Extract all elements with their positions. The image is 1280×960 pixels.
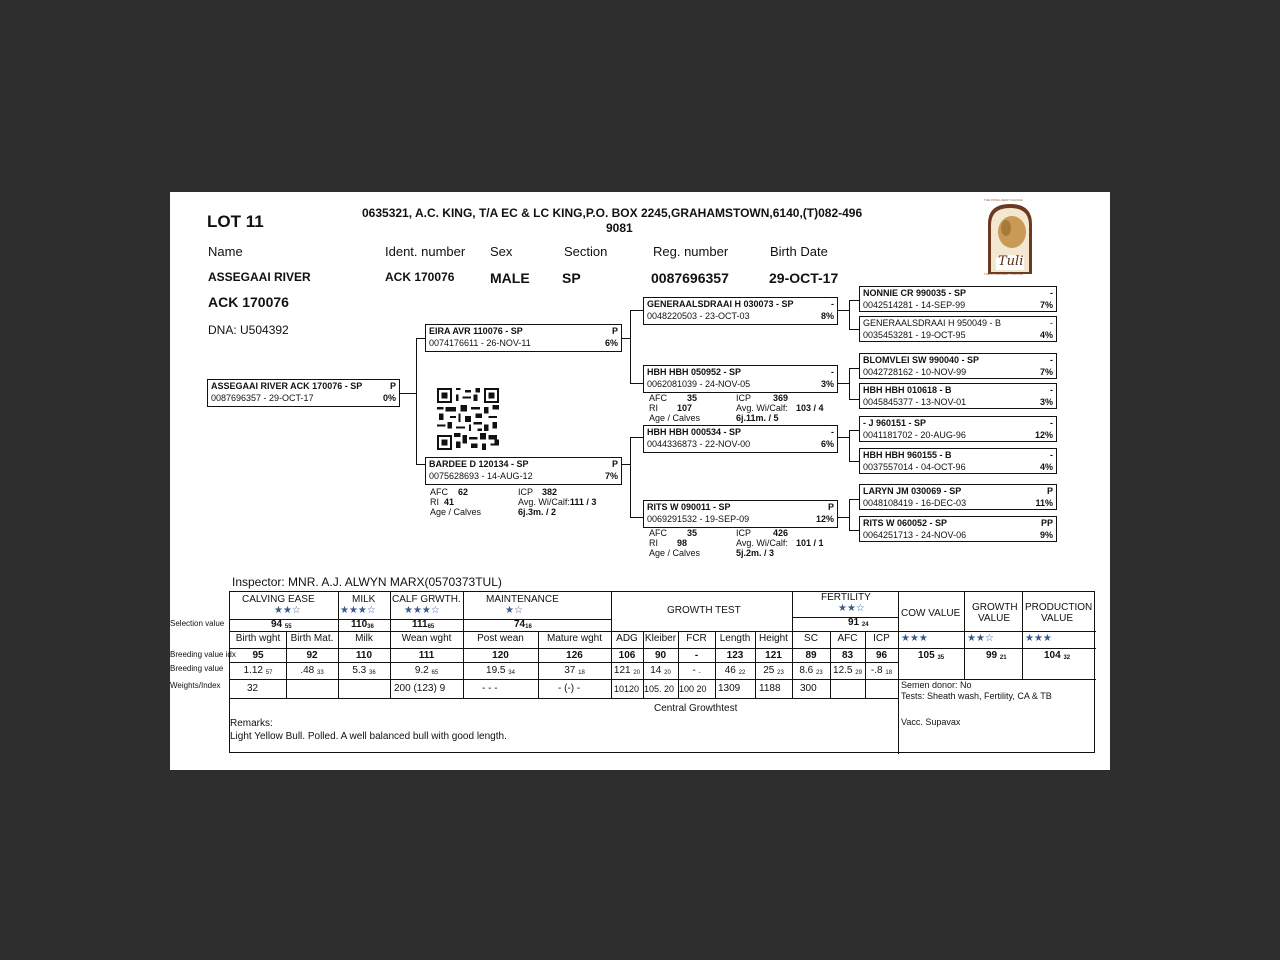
bv-value-5: 37 18 — [564, 665, 585, 676]
semen-donor: Semen donor: No — [901, 680, 972, 690]
pedigree-dds: LARYN JM 030069 - SP P 0048108419 - 16-DEC-03 11% — [859, 484, 1057, 510]
bvi-value-5: 126 — [566, 650, 583, 661]
col-header-12: AFC — [837, 633, 858, 644]
label-reg: Reg. number — [653, 244, 729, 259]
bv-value-10: 25 23 — [763, 665, 784, 676]
animal-birth: 29-OCT-17 — [769, 270, 839, 286]
side-label-bvi: Breeding value idx — [170, 650, 236, 659]
wi-birth: 32 — [247, 683, 259, 694]
bvi-cow: 105 35 — [918, 650, 945, 661]
lot-number: LOT 11 — [207, 212, 264, 231]
bv-value-11: 8.6 23 — [799, 665, 823, 676]
central-growthtest: Central Growthtest — [654, 703, 738, 714]
logo-brand: Tuli — [998, 254, 1024, 269]
performance-table — [229, 591, 1095, 753]
col-header-13: ICP — [873, 633, 890, 644]
sel-milk: 11036 — [351, 619, 374, 630]
stars-cow-icon: ★★★ — [901, 633, 928, 644]
bvi-value-2: 110 — [355, 650, 373, 661]
pedigree-dam-sire: HBH HBH 000534 - SP - 0044336873 - 22-NOV-00 6% — [643, 425, 838, 453]
dam-stats: AFC 62 ICP 382 RI 41 Avg. Wi/Calf: 111 / 3 Age / Calves 6j.3m. / 2 — [430, 487, 597, 517]
bv-value-6: 121 20 — [613, 665, 641, 676]
stars-gv-icon: ★★☆ — [967, 633, 994, 644]
side-label-selection: Selection value — [170, 619, 225, 628]
stars-maint-icon: ★☆ — [505, 605, 523, 616]
animal-reg: 0087696357 — [651, 270, 729, 286]
pedigree-sds: BLOMVLEI SW 990040 - SP - 0042728162 - 10-NOV-99 7% — [859, 353, 1057, 379]
bv-value-7: 14 20 — [650, 665, 671, 676]
bv-value-4: 19.5 34 — [486, 665, 515, 676]
group-gv2: VALUE — [978, 613, 1011, 624]
group-maint: MAINTENANCE — [486, 594, 559, 605]
vaccination: Vacc. Supavax — [901, 717, 961, 727]
col-header-11: SC — [804, 633, 818, 644]
logo-bottom-text: THE INTELLIGENT CHOICE — [984, 272, 1023, 276]
wi-kleiber: 105. 20 — [644, 684, 675, 694]
bvi-value-13: 96 — [875, 650, 888, 661]
label-section: Section — [564, 244, 608, 259]
wi-adg: 10120 — [614, 684, 640, 694]
stars-fert-icon: ★★☆ — [838, 603, 865, 614]
bvi-gv: 99 21 — [986, 650, 1007, 661]
group-gv1: GROWTH — [972, 602, 1018, 613]
bv-value-1: .48 33 — [300, 665, 324, 676]
wi-mature: - (-) - — [558, 683, 581, 694]
col-header-4: Post wean — [477, 633, 524, 644]
bvi-value-4: 120 — [492, 650, 509, 661]
pedigree-dsd: HBH HBH 960155 - B - 0037557014 - 04-OCT-96 4% — [859, 448, 1057, 474]
pedigree-sire: EIRA AVR 110076 - SP P 0074176611 - 26-NOV-11 6% — [425, 324, 622, 352]
wi-height: 1188 — [759, 683, 781, 694]
dam-dam-stats: AFC 35 ICP 426 RI 98 Avg. Wi/Calf: 101 / 1 Age / Calves 5j.2m. / 3 — [649, 528, 824, 558]
sire-dam-stats: AFC 35 ICP 369 RI 107 Avg. Wi/Calf: 103 / 4 Age / Calves 6j.11m. / 5 — [649, 393, 824, 423]
sel-calving: 94 55 — [271, 619, 292, 630]
bvi-value-3: 111 — [418, 650, 435, 661]
wi-wean: 200 (123) 9 — [394, 683, 446, 694]
pedigree-self: ASSEGAAI RIVER ACK 170076 - SP P 0087696357 - 29-OCT-17 0% — [207, 379, 400, 407]
wi-fcr: 100 20 — [679, 684, 707, 694]
label-name: Name — [208, 244, 243, 259]
pedigree-dam-dam: RITS W 090011 - SP P 0069291532 - 19-SEP-09 12% — [643, 500, 838, 528]
col-header-8: FCR — [686, 633, 707, 644]
bv-value-2: 5.3 36 — [352, 665, 376, 676]
animal-ident: ACK 170076 — [385, 270, 455, 284]
animal-section: SP — [562, 270, 581, 286]
bvi-value-9: 123 — [726, 650, 744, 661]
pedigree-sire-dam: HBH HBH 050952 - SP - 0062081039 - 24-NOV-05 3% — [643, 365, 838, 393]
bv-value-13: -.8 18 — [870, 665, 893, 676]
owner-line2: 9081 — [606, 221, 633, 235]
pedigree-sdd: HBH HBH 010618 - B - 0045845377 - 13-NOV-01 3% — [859, 383, 1057, 409]
wi-length: 1309 — [718, 683, 741, 694]
bvi-value-0: 95 — [252, 650, 264, 661]
pedigree-sire-sire: GENERAALSDRAAI H 030073 - SP - 0048220503 - 23-OCT-03 8% — [643, 297, 838, 325]
bv-value-0: 1.12 57 — [243, 665, 273, 676]
stars-calving-icon: ★★☆ — [274, 605, 301, 616]
stars-pv-icon: ★★★ — [1025, 633, 1052, 644]
group-pv1: PRODUCTION — [1025, 602, 1093, 613]
inspector: Inspector: MNR. A.J. ALWYN MARX(0570373TUL) — [232, 575, 502, 589]
bv-value-8: - - — [692, 665, 701, 676]
pedigree-dss: - J 960151 - SP - 0041181702 - 20-AUG-96 12% — [859, 416, 1057, 442]
bvi-value-6: 106 — [618, 650, 636, 661]
side-label-wi: Weights/Index — [170, 681, 221, 690]
logo-top-text: THE INTELLIGENT CHOICE — [984, 198, 1023, 202]
col-header-5: Mature wght — [546, 633, 603, 644]
stars-calf-icon: ★★★☆ — [404, 605, 440, 616]
label-sex: Sex — [490, 244, 513, 259]
col-header-6: ADG — [616, 633, 638, 644]
pedigree-ddd: RITS W 060052 - SP PP 0064251713 - 24-NOV-06 9% — [859, 516, 1057, 542]
col-header-7: Kleiber — [644, 633, 677, 644]
group-pv2: VALUE — [1041, 613, 1074, 624]
col-header-3: Wean wght — [401, 633, 452, 644]
bvi-value-12: 83 — [841, 650, 854, 661]
bvi-value-7: 90 — [654, 650, 667, 661]
qr-code-icon — [435, 388, 501, 450]
group-milk: MILK — [352, 594, 376, 605]
col-header-9: Length — [719, 633, 751, 644]
col-header-0: Birth wght — [235, 633, 281, 644]
bv-value-12: 12.5 29 — [833, 665, 862, 676]
animal-sex: MALE — [490, 270, 530, 286]
wi-post: - - - — [482, 683, 498, 694]
tests: Tests: Sheath wash, Fertility, CA & TB — [901, 691, 1052, 701]
col-header-2: Milk — [355, 633, 373, 644]
col-header-1: Birth Mat. — [290, 633, 334, 644]
bv-value-9: 46 22 — [724, 665, 746, 676]
side-label-bv: Breeding value — [170, 664, 224, 673]
sel-calf: 11165 — [412, 619, 435, 630]
owner-line1: 0635321, A.C. KING, T/A EC & LC KING,P.O. BOX 2245,GRAHAMSTOWN,6140,(T)082-496 — [362, 206, 863, 220]
bvi-pv: 104 32 — [1044, 650, 1071, 661]
wi-sc: 300 — [800, 683, 817, 694]
pedigree-sheet — [170, 192, 1110, 770]
pedigree-ssd: GENERAALSDRAAI H 950049 - B - 0035453281 - 19-OCT-95 4% — [859, 316, 1057, 342]
group-growth: GROWTH TEST — [667, 605, 741, 616]
dna-code: DNA: U504392 — [208, 323, 289, 337]
group-cow: COW VALUE — [901, 608, 961, 619]
pedigree-dam: BARDEE D 120134 - SP P 0075628693 - 14-AUG-12 7% — [425, 457, 622, 485]
bvi-value-8: - — [694, 650, 699, 661]
col-header-10: Height — [759, 633, 788, 644]
bv-value-3: 9.2 65 — [414, 665, 439, 676]
group-calving: CALVING EASE — [242, 594, 315, 605]
sel-maint: 7416 — [514, 619, 532, 630]
animal-name: ASSEGAAI RIVER — [208, 270, 311, 284]
bvi-value-11: 89 — [805, 650, 817, 661]
bvi-value-1: 92 — [306, 650, 318, 661]
stars-milk-icon: ★★★☆ — [340, 605, 376, 616]
label-ident: Ident. number — [385, 244, 466, 259]
group-fert: FERTILITY — [821, 592, 871, 603]
label-birth: Birth Date — [770, 244, 828, 259]
group-calf: CALF GRWTH. — [392, 594, 461, 605]
remarks-text: Light Yellow Bull. Polled. A well balanced bull with good length. — [230, 731, 507, 742]
tuli-logo — [982, 198, 1038, 280]
sel-fert: 91 24 — [848, 617, 869, 628]
bvi-value-10: 121 — [765, 650, 782, 661]
animal-ident-large: ACK 170076 — [208, 294, 289, 310]
remarks-label: Remarks: — [230, 718, 273, 729]
pedigree-sss: NONNIE CR 990035 - SP - 0042514281 - 14-SEP-99 7% — [859, 286, 1057, 312]
